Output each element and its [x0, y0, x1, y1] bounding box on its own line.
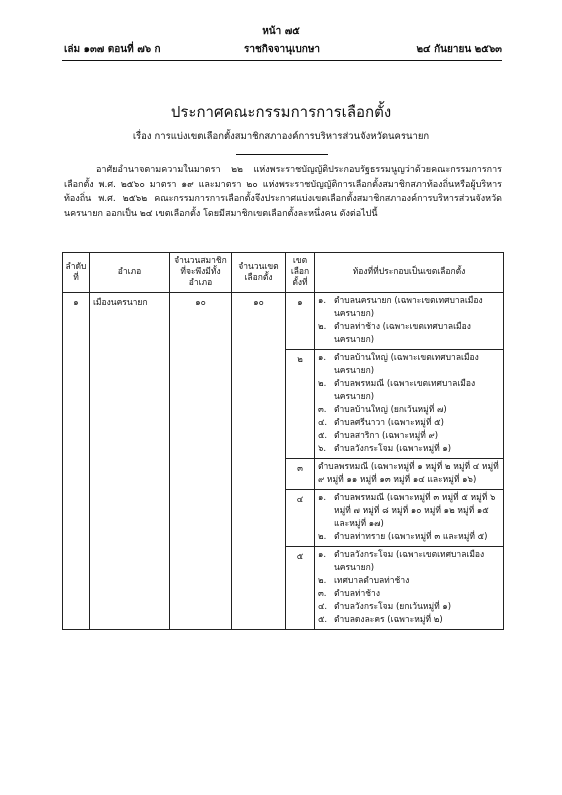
header-zones: จำนวนเขตเลือกตั้ง — [232, 253, 286, 293]
area-number: ๖. — [318, 444, 327, 454]
cell-zone-no: ๒ — [286, 350, 315, 459]
announcement-title: ประกาศคณะกรรมการการเลือกตั้ง — [170, 103, 392, 121]
page-number: หน้า ๗๕ — [262, 26, 300, 37]
area-number: ๒. — [318, 576, 327, 586]
cell-areas — [315, 490, 504, 547]
area-text: ตำบลบ้านใหญ่ (ยกเว้นหมู่ที่ ๗) — [334, 405, 447, 415]
table-row — [63, 293, 504, 350]
area-item — [318, 378, 500, 404]
area-item — [318, 295, 500, 321]
area-number: ๒. — [318, 532, 327, 542]
area-text: ตำบลพรหมณี (เฉพาะเขตเทศบาลเมืองนครนายก) — [334, 379, 476, 402]
area-text: ตำบลศรีนาวา (เฉพาะหมู่ที่ ๕) — [334, 418, 444, 428]
area-text: ตำบลวังกระโจม (เฉพาะเขตเทศบาลเมืองนครนายก) — [334, 550, 485, 573]
area-item — [318, 492, 500, 531]
area-number: ๔. — [318, 418, 328, 428]
table-header-row — [63, 253, 504, 293]
area-item — [318, 443, 500, 456]
area-number: ๒. — [318, 322, 327, 332]
cell-zone-no: ๓ — [286, 459, 315, 490]
area-number: ๕. — [318, 615, 328, 625]
area-number: ๑. — [318, 550, 327, 560]
cell-zone-no: ๔ — [286, 490, 315, 547]
cell-order: ๑ — [63, 293, 90, 630]
area-number: ๓. — [318, 589, 327, 599]
area-number: ๕. — [318, 431, 328, 441]
area-item — [318, 417, 500, 430]
area-text: ตำบลสาริกา (เฉพาะหมู่ที่ ๙) — [334, 431, 439, 441]
cell-areas — [315, 293, 504, 350]
area-item — [318, 614, 500, 627]
cell-areas — [315, 547, 504, 630]
gazette-name: ราชกิจจานุเบกษา — [244, 44, 321, 55]
area-number: ๑. — [318, 493, 327, 503]
cell-district: เมืองนครนายก — [90, 293, 170, 630]
area-text: ตำบลดงละคร (เฉพาะหมู่ที่ ๒) — [334, 615, 443, 625]
area-item — [318, 321, 500, 347]
area-text: ตำบลท่าช้าง (เฉพาะเขตเทศบาลเมืองนครนายก) — [334, 322, 471, 345]
area-item — [318, 549, 500, 575]
area-item — [318, 404, 500, 417]
area-number: ๑. — [318, 296, 327, 306]
header-members: จำนวนสมาชิกที่จะพึงมีทั้งอำเภอ — [170, 253, 232, 293]
announcement-subject: เรื่อง การแบ่งเขตเลือกตั้งสมาชิกสภาองค์การบริหารส่วนจังหวัดนครนายก — [132, 131, 430, 142]
area-text: ตำบลพรหมณี (เฉพาะหมู่ที่ ๑ หมู่ที่ ๒ หมู่ที่ ๔ หมู่ที่ ๙ หมู่ที่ ๑๑ หมู่ที่ ๑๓ หมู่ที่ ๑๔ และหมู่ที่ ๑๖) — [318, 462, 499, 485]
area-text: ตำบลพรหมณี (เฉพาะหมู่ที่ ๓ หมู่ที่ ๕ หมู่ที่ ๖ หมู่ที่ ๗ หมู่ที่ ๘ หมู่ที่ ๑๐ หมู่ที่ ๑๒ หมู่ที่ ๑๕ และหมู่ที่ ๑๗) — [334, 493, 496, 529]
gazette-header — [64, 42, 502, 58]
cell-areas — [315, 459, 504, 490]
header-district: อำเภอ — [90, 253, 170, 293]
cell-areas — [315, 350, 504, 459]
area-text: ตำบลท่าช้าง — [334, 589, 380, 599]
area-text: เทศบาลตำบลท่าช้าง — [334, 576, 410, 586]
area-item — [318, 531, 500, 544]
area-text: ตำบลวังกระโจม (เฉพาะหมู่ที่ ๑) — [334, 444, 452, 454]
area-number: ๓. — [318, 405, 327, 415]
cell-zone-no: ๑ — [286, 293, 315, 350]
area-text: ตำบลวังกระโจม (ยกเว้นหมู่ที่ ๑) — [334, 602, 452, 612]
book-issue: เล่ม ๑๓๗ ตอนที่ ๗๖ ก — [64, 44, 161, 55]
district-table — [62, 252, 504, 630]
area-number: ๒. — [318, 379, 327, 389]
area-item — [318, 352, 500, 378]
area-text: ตำบลบ้านใหญ่ (เฉพาะเขตเทศบาลเมืองนครนายก) — [334, 353, 479, 376]
title-divider — [236, 154, 328, 155]
area-number: ๔. — [318, 602, 328, 612]
announcement-body: อาศัยอำนาจตามความในมาตรา ๒๒ แห่งพระราชบัญญัติประกอบรัฐธรรมนูญว่าด้วยคณะกรรมการการเลือกตั้ง พ.ศ. ๒๕๖๐ มาตรา ๑๙ และมาตรา ๒๐ แห่งพระราชบัญญัติการเลือกตั้งสมาชิกสภาท้องถิ่นหรือผู้บริหารท้องถิ่น พ.ศ. ๒๕๖๒ คณะกรรมการการเลือกตั้งจึงประกาศแบ่งเขตเลือกตั้งสมาชิกสภาองค์การบริหารส่วนจังหวัดนครนายก ออกเป็น ๒๔ เขตเลือกตั้ง โดยมีสมาชิกเขตเลือกตั้งละหนึ่งคน ดังต่อไปนี้ — [64, 165, 502, 219]
cell-zones: ๑๐ — [232, 293, 286, 630]
cell-zone-no: ๕ — [286, 547, 315, 630]
area-number: ๑. — [318, 353, 327, 363]
area-item — [318, 461, 500, 487]
area-text: ตำบลท่าทราย (เฉพาะหมู่ที่ ๓ และหมู่ที่ ๕) — [334, 532, 488, 542]
cell-members: ๑๐ — [170, 293, 232, 630]
header-order: ลำดับที่ — [63, 253, 90, 293]
area-item — [318, 601, 500, 614]
area-item — [318, 588, 500, 601]
header-zone-no: เขตเลือกตั้งที่ — [286, 253, 315, 293]
publication-date: ๒๔ กันยายน ๒๕๖๓ — [416, 44, 502, 55]
area-item — [318, 430, 500, 443]
area-item — [318, 575, 500, 588]
header-rule — [62, 60, 502, 61]
header-areas: ท้องที่ที่ประกอบเป็นเขตเลือกตั้ง — [315, 253, 504, 293]
area-text: ตำบลนครนายก (เฉพาะเขตเทศบาลเมืองนครนายก) — [334, 296, 483, 319]
